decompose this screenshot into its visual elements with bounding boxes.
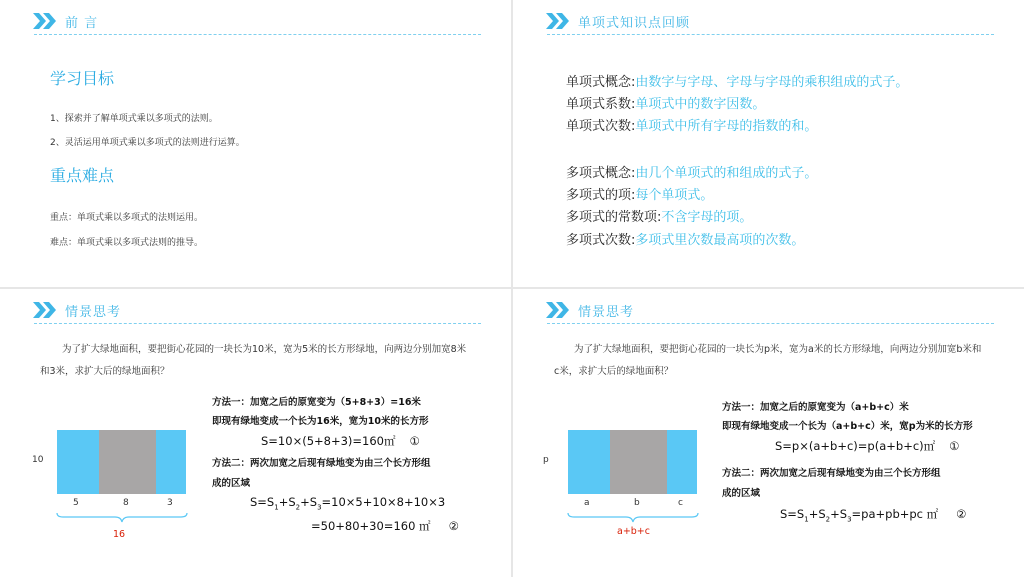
total-label: 16 bbox=[113, 529, 126, 540]
double-chevron-icon bbox=[546, 302, 570, 318]
method1-formula: S=10×(5+8+3)=160㎡ ① bbox=[261, 434, 420, 448]
method1-line2: 即现有绿地变成一个长为（a+b+c）米，宽p为米的长方形 bbox=[722, 421, 973, 432]
rect-right bbox=[667, 430, 697, 494]
total-label: a+b+c bbox=[617, 526, 650, 537]
slide-monomial-review bbox=[513, 0, 1024, 287]
width-label: 5 bbox=[73, 498, 79, 508]
definition-term: 多项式次数: bbox=[566, 233, 636, 248]
definition-desc: 由数字与字母、字母与字母的乘积组成的式子。 bbox=[635, 75, 909, 90]
problem-text: 为了扩大绿地面积，要把街心花园的一块长为10米，宽为5米的长方形绿地，向两边分别加宽8米和3米，求扩大后的绿地面积？ bbox=[40, 344, 467, 377]
method2-line1: 方法二：两次加宽之后现有绿地变为由三个长方形组 bbox=[722, 468, 941, 479]
method1-line1: 方法一：加宽之后的原宽变为（5+8+3）=16米 bbox=[212, 397, 421, 408]
definition-desc: 每个单项式。 bbox=[635, 188, 714, 203]
method1-line1: 方法一：加宽之后的原宽变为（a+b+c）米 bbox=[722, 402, 909, 413]
definition-desc: 单项式中所有字母的指数的和。 bbox=[635, 119, 818, 134]
definition-term: 单项式概念: bbox=[566, 75, 636, 90]
definition-desc: 不含字母的项。 bbox=[661, 210, 753, 225]
definition-desc: 由几个单项式的和组成的式子。 bbox=[635, 166, 818, 181]
slide-scenario-algebraic bbox=[513, 289, 1024, 577]
rect-middle bbox=[610, 430, 667, 494]
slide-header bbox=[546, 299, 634, 321]
method2-line2: 成的区域 bbox=[722, 488, 761, 499]
definition-term: 多项式的项: bbox=[566, 188, 636, 203]
width-label: 3 bbox=[167, 498, 173, 508]
total-brace bbox=[55, 511, 189, 523]
slide-title: 前 言 bbox=[65, 15, 99, 31]
slide-title: 情景思考 bbox=[65, 304, 122, 320]
total-brace bbox=[566, 511, 700, 523]
definition-row bbox=[566, 115, 817, 134]
definition-row bbox=[566, 93, 765, 112]
header-divider bbox=[34, 34, 481, 35]
slide-title: 单项式知识点回顾 bbox=[578, 15, 691, 31]
height-label: 10 bbox=[32, 455, 44, 465]
key-points-title: 重点难点 bbox=[50, 166, 115, 185]
double-chevron-icon bbox=[546, 13, 570, 29]
method2-formula: $S=S_1+S_2+S_3=10\times 5+10\times 8+10\times 3$ bbox=[250, 495, 446, 512]
definition-desc: 多项式里次数最高项的次数。 bbox=[635, 233, 805, 248]
slide-header bbox=[546, 10, 690, 32]
double-chevron-icon bbox=[33, 13, 57, 29]
goals-title: 学习目标 bbox=[50, 69, 115, 88]
header-divider bbox=[34, 323, 481, 324]
method2-formula-result: =50+80+30=160 ㎡ ② bbox=[311, 519, 459, 533]
header-divider bbox=[547, 323, 994, 324]
method2-line1: 方法二：两次加宽之后现有绿地变为由三个长方形组 bbox=[212, 458, 431, 469]
width-label: 8 bbox=[123, 498, 129, 508]
method1-line2: 即现有绿地变成一个长为16米，宽为10米的长方形 bbox=[212, 416, 429, 427]
rect-left bbox=[57, 430, 99, 494]
definition-term: 单项式次数: bbox=[566, 119, 636, 134]
rect-right bbox=[156, 430, 186, 494]
key-point-item: 难点：单项式乘以多项式法则的推导。 bbox=[50, 238, 204, 248]
slide-header bbox=[33, 299, 121, 321]
definition-term: 多项式的常数项: bbox=[566, 210, 662, 225]
width-label: b bbox=[634, 498, 640, 508]
goal-item: 1、探索并了解单项式乘以多项式的法则。 bbox=[50, 114, 218, 124]
definition-term: 多项式概念: bbox=[566, 166, 636, 181]
method2-formula: $S=S_1+S_2+S_3=pa+pb+pc$ ㎡ ② bbox=[780, 507, 967, 524]
definition-row bbox=[566, 162, 817, 181]
key-point-item: 重点：单项式乘以多项式的法则运用。 bbox=[50, 213, 204, 223]
method1-formula: S=p×(a+b+c)=p(a+b+c)㎡ ① bbox=[775, 439, 960, 453]
definition-desc: 单项式中的数字因数。 bbox=[635, 97, 766, 112]
definition-row bbox=[566, 71, 908, 90]
rect-middle bbox=[99, 430, 156, 494]
width-label: a bbox=[584, 498, 590, 508]
definition-row bbox=[566, 229, 804, 248]
height-label: p bbox=[543, 455, 549, 465]
header-divider bbox=[547, 34, 994, 35]
definition-row bbox=[566, 184, 713, 203]
method2-line2: 成的区域 bbox=[212, 478, 251, 489]
slide-title: 情景思考 bbox=[578, 304, 635, 320]
double-chevron-icon bbox=[33, 302, 57, 318]
slide-scenario-numeric bbox=[0, 289, 511, 577]
definition-term: 单项式系数: bbox=[566, 97, 636, 112]
goal-item: 2、灵活运用单项式乘以多项式的法则进行运算。 bbox=[50, 138, 245, 148]
rect-left bbox=[568, 430, 610, 494]
definition-row bbox=[566, 206, 752, 225]
slide-preface bbox=[0, 0, 511, 287]
slide-header bbox=[33, 10, 98, 32]
width-label: c bbox=[678, 498, 683, 508]
problem-text: 为了扩大绿地面积，要把街心花园的一块长为p米，宽为a米的长方形绿地，向两边分别加宽b米和c米，求扩大后的绿地面积？ bbox=[554, 344, 982, 377]
